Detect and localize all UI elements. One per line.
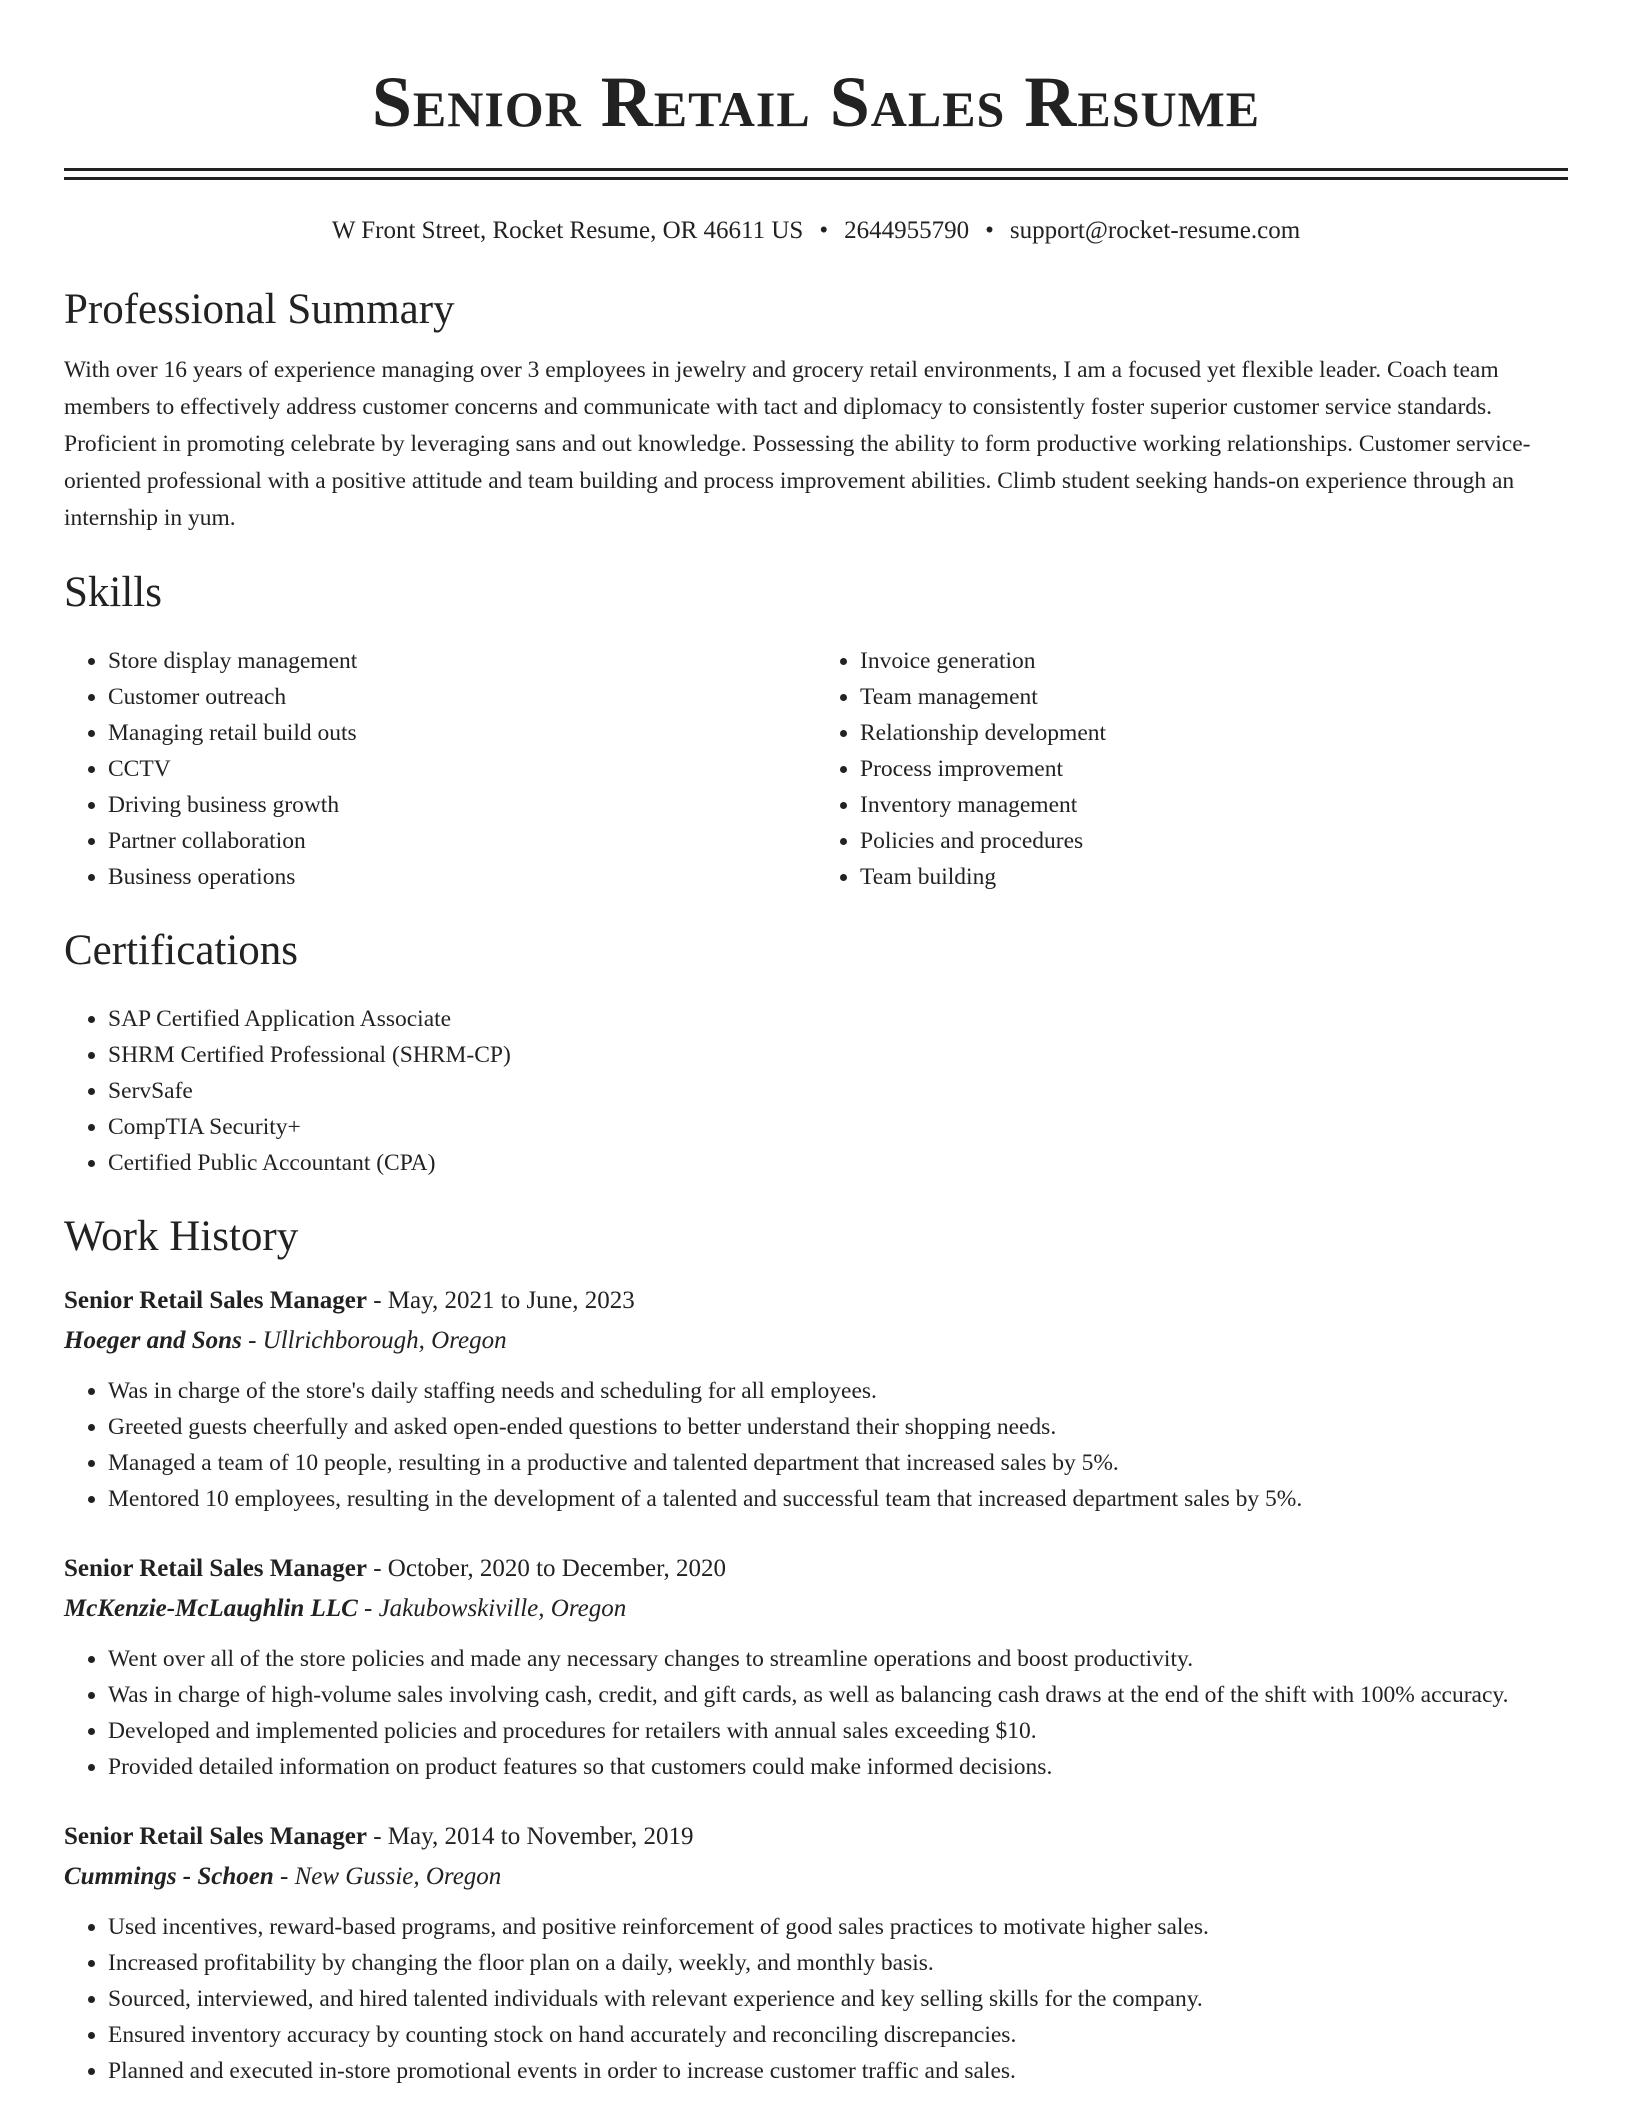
job-bullet: • Went over all of the store policies and made any necessary changes to streamline operations and boost productivity.: [108, 1641, 1568, 1677]
page-title: Senior Retail Sales Resume: [371, 62, 1261, 142]
job-bullets: [64, 1641, 1568, 1785]
skills-right-column: [816, 643, 1568, 895]
job-bullet: • Sourced, interviewed, and hired talented individuals with relevant experience and key selling skills for the company.: [108, 1981, 1568, 2017]
title-rule-top: [64, 168, 1568, 171]
work-history-section: [64, 1209, 1568, 2089]
summary-text: With over 16 years of experience managing over 3 employees in jewelry and grocery retail environments, I am a focused yet flexible leader. Coach team members to effectively address customer concerns and communicate with tact and diplomacy to consistently foster superior customer service standards. Proficient in promoting celebrate by leveraging sans and out knowledge. Possessing the ability to form productive working relationships. Customer service-oriented professional with a positive attitude and team building and process improvement abilities. Climb student seeking hands-on experience through an internship in yum.: [64, 357, 1531, 531]
job-location: - New Gussie, Oregon: [273, 1863, 502, 1890]
skill-item: • Business operations: [108, 859, 816, 895]
job-bullet: • Planned and executed in-store promotional events in order to increase customer traffic and sales.: [108, 2053, 1568, 2089]
job-title-line: [64, 1281, 1568, 1321]
job-title-line: [64, 1549, 1568, 1589]
job-dates: - May, 2021 to June, 2023: [366, 1287, 635, 1314]
job-company-line: [64, 1589, 1568, 1629]
certification-item: • SAP Certified Application Associate: [108, 1001, 1568, 1037]
certification-item: • ServSafe: [108, 1073, 1568, 1109]
certification-item: • SHRM Certified Professional (SHRM-CP): [108, 1037, 1568, 1073]
job-bullets: [64, 1909, 1568, 2089]
job-bullet: • Developed and implemented policies and procedures for retailers with annual sales exceeding $10.: [108, 1713, 1568, 1749]
job-title: Senior Retail Sales Manager: [64, 1555, 367, 1582]
job-entry: [64, 1817, 1568, 2089]
summary-section: [64, 282, 1568, 537]
contact-phone: 2644955790: [844, 217, 970, 244]
job-dates: - May, 2014 to November, 2019: [366, 1823, 694, 1850]
skill-item: • Invoice generation: [860, 643, 1568, 679]
skill-item: • Team management: [860, 679, 1568, 715]
job-entry: [64, 1281, 1568, 1517]
job-bullet: • Was in charge of the store's daily staffing needs and scheduling for all employees.: [108, 1373, 1568, 1409]
certification-item: • Certified Public Accountant (CPA): [108, 1145, 1568, 1181]
job-bullets: [64, 1373, 1568, 1517]
skill-item: • CCTV: [108, 751, 816, 787]
job-bullet: • Mentored 10 employees, resulting in the development of a talented and successful team that increased department sales by 5%.: [108, 1481, 1568, 1517]
job-company: McKenzie-McLaughlin LLC: [64, 1595, 358, 1622]
certifications-heading: Certifications: [64, 927, 299, 974]
job-title: Senior Retail Sales Manager: [64, 1823, 367, 1850]
certifications-list: [64, 1001, 1568, 1181]
work-history-heading: Work History: [64, 1213, 299, 1260]
contact-separator: •: [985, 217, 994, 244]
skills-section: [64, 565, 1568, 895]
skill-item: • Managing retail build outs: [108, 715, 816, 751]
job-bullet: • Greeted guests cheerfully and asked open-ended questions to better understand their shopping needs.: [108, 1409, 1568, 1445]
job-title-line: [64, 1817, 1568, 1857]
certification-item: • CompTIA Security+: [108, 1109, 1568, 1145]
skills-heading: Skills: [64, 569, 162, 616]
skill-item: • Team building: [860, 859, 1568, 895]
skill-item: • Driving business growth: [108, 787, 816, 823]
job-bullet: • Increased profitability by changing the floor plan on a daily, weekly, and monthly basis.: [108, 1945, 1568, 1981]
job-bullet: • Ensured inventory accuracy by counting stock on hand accurately and reconciling discrepancies.: [108, 2017, 1568, 2053]
job-company-line: [64, 1321, 1568, 1361]
job-title: Senior Retail Sales Manager: [64, 1287, 367, 1314]
title-rule-bottom: [64, 177, 1568, 180]
job-bullet: • Used incentives, reward-based programs, and positive reinforcement of good sales practices to motivate higher sales.: [108, 1909, 1568, 1945]
job-entry: [64, 1549, 1568, 1785]
job-company: Cummings - Schoen: [64, 1863, 274, 1890]
skill-item: • Customer outreach: [108, 679, 816, 715]
skills-columns: [64, 643, 1568, 895]
contact-address: W Front Street, Rocket Resume, OR 46611 US: [331, 217, 804, 244]
skill-item: • Partner collaboration: [108, 823, 816, 859]
job-company-line: [64, 1857, 1568, 1897]
skill-item: • Store display management: [108, 643, 816, 679]
job-bullet: • Provided detailed information on product features so that customers could make informed decisions.: [108, 1749, 1568, 1785]
certifications-section: [64, 923, 1568, 1181]
job-company: Hoeger and Sons: [64, 1327, 242, 1354]
contact-email: support@rocket-resume.com: [1009, 217, 1301, 244]
skill-item: • Policies and procedures: [860, 823, 1568, 859]
job-location: - Ullrichborough, Oregon: [241, 1327, 507, 1354]
skill-item: • Relationship development: [860, 715, 1568, 751]
contact-line: [64, 214, 1568, 248]
contact-separator: •: [819, 217, 829, 244]
skill-item: • Inventory management: [860, 787, 1568, 823]
skills-left-column: [64, 643, 816, 895]
job-bullet: • Managed a team of 10 people, resulting in a productive and talented department that increased sales by 5%.: [108, 1445, 1568, 1481]
skill-item: • Process improvement: [860, 751, 1568, 787]
summary-heading: Professional Summary: [64, 286, 455, 333]
job-bullet: • Was in charge of high-volume sales involving cash, credit, and gift cards, as well as balancing cash draws at the end of the shift with 100% accuracy.: [108, 1677, 1568, 1713]
job-dates: - October, 2020 to December, 2020: [366, 1555, 726, 1582]
job-location: - Jakubowskiville, Oregon: [357, 1595, 627, 1622]
